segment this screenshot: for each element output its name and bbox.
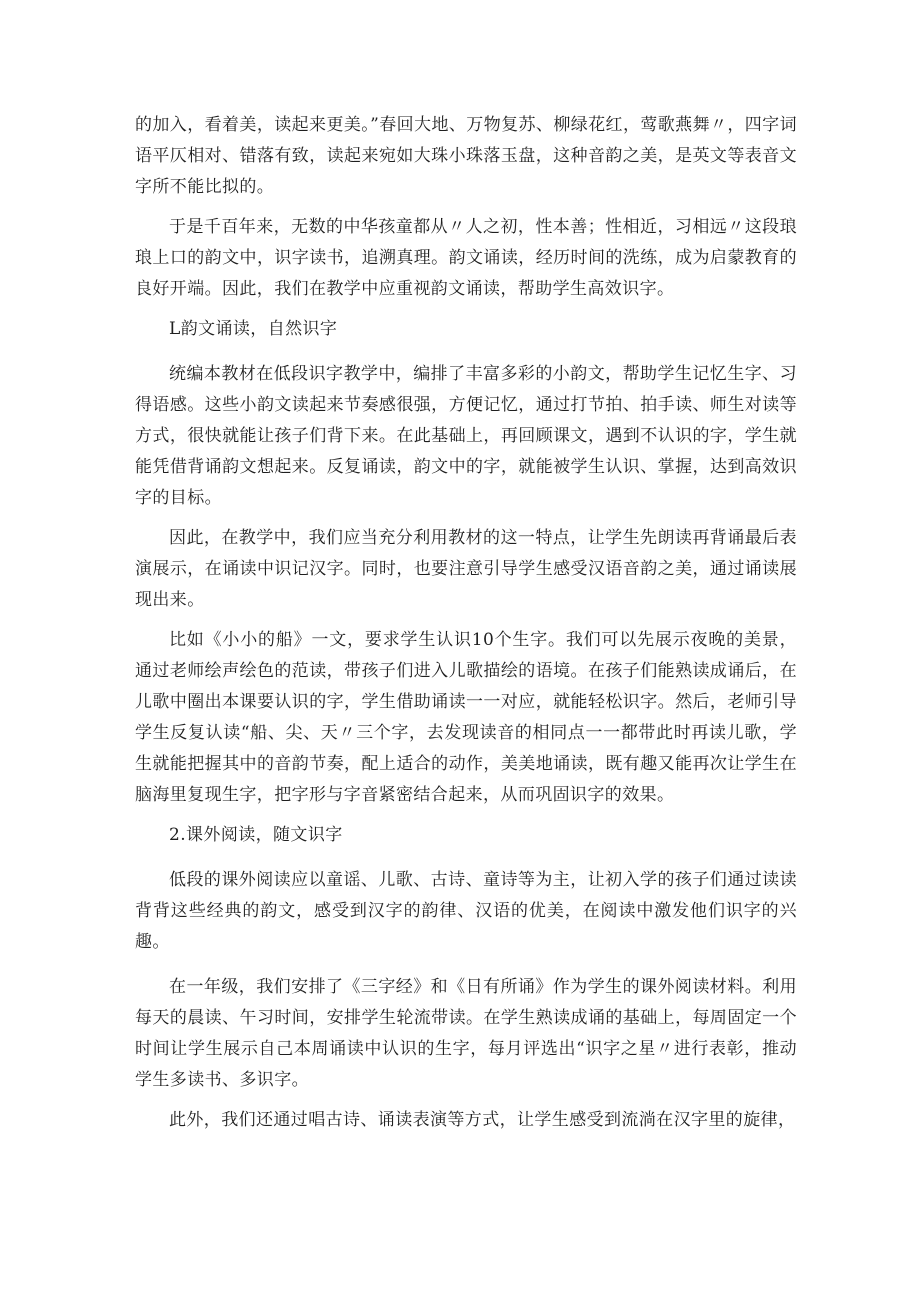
paragraph-additional: 此外，我们还通过唱古诗、诵读表演等方式，让学生感受到流淌在汉字里的旋律，: [169, 1110, 796, 1130]
paragraph-textbook: 统编本教材在低段识字教学中，编排了丰富多彩的小韵文，帮助学生记忆生字、习得语感。这些小韵文读起来节奏感很强，方便记忆，通过打节拍、拍手读、师生对读等方式，很快就能让孩子们背下来。在此基础上，再回顾课文，遇到不认识的字，学生就能凭借背诵韵文想起来。反复诵读，韵文中的字，就能被学生认识、掌握，达到高效识字的目标。: [135, 364, 797, 508]
document-page: [135, 110, 797, 1145]
section-heading-2: 2.课外阅读，随文识字: [169, 825, 343, 845]
section-heading-1: L韵文诵读，自然识字: [169, 319, 338, 339]
paragraph-continuation: 的加入，看着美，读起来更美。”春回大地、万物复苏、柳绿花红，莺歌燕舞〃，四字词语平仄相对、错落有致，读起来宛如大珠小珠落玉盘，这种音韵之美，是英文等表音文字所不能比拟的。: [135, 115, 797, 197]
paragraph-teaching: 因此，在教学中，我们应当充分利用教材的这一特点，让学生先朗读再背诵最后表演展示，在诵读中识记汉字。同时，也要注意引导学生感受汉语音韵之美，通过诵读展现出来。: [135, 528, 797, 610]
paragraph-enlightenment: 于是千百年来，无数的中华孩童都从〃人之初，性本善；性相近，习相远〃这段琅琅上口的韵文中，识字读书，追溯真理。韵文诵读，经历时间的洗练，成为启蒙教育的良好开端。因此，我们在教学中应重视韵文诵读，帮助学生高效识字。: [135, 217, 797, 299]
paragraph-extracurricular: 低段的课外阅读应以童谣、儿歌、古诗、童诗等为主，让初入学的孩子们通过读读背背这些经典的韵文，感受到汉字的韵律、汉语的优美，在阅读中激发他们识字的兴趣。: [135, 870, 797, 952]
paragraph-first-grade: 在一年级，我们安排了《三字经》和《日有所诵》作为学生的课外阅读材料。利用每天的晨读、午习时间，安排学生轮流带读。在学生熟读成诵的基础上，每周固定一个时间让学生展示自己本周诵读中认识的生字，每月评选出“识字之星〃进行表彰，推动学生多读书、多识字。: [135, 977, 797, 1090]
paragraph-example: 比如《小小的船》一文，要求学生认识10个生字。我们可以先展示夜晚的美景，通过老师绘声绘色的范读，带孩子们进入儿歌描绘的语境。在孩子们能熟读成诵后，在儿歌中圈出本课要认识的字，学生借助诵读一一对应，就能轻松识字。然后，老师引导学生反复认读“船、尖、天〃三个字，去发现读音的相同点一一都带此时再读儿歌，学生就能把握其中的音韵节奏，配上适合的动作，美美地诵读，既有趣又能再次让学生在脑海里复现生字，把字形与字音紧密结合起来，从而巩固识字的效果。: [135, 630, 797, 805]
